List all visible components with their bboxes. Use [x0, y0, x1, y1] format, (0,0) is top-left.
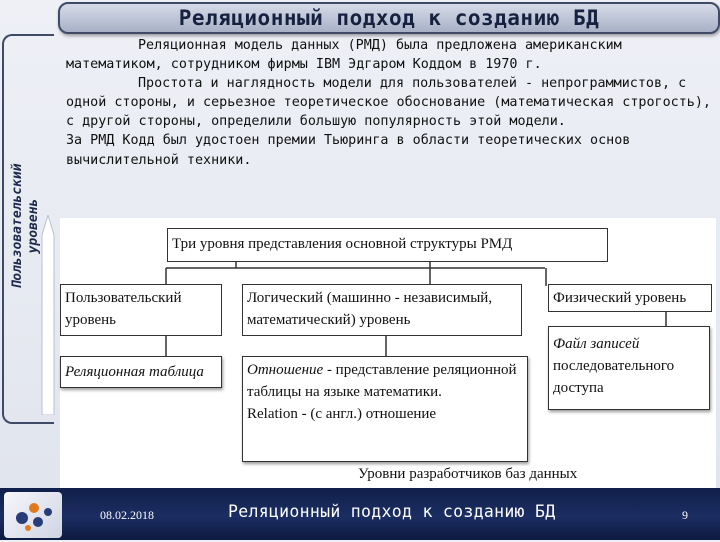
top-box: Три уровня представления основной структуры РМД [167, 228, 608, 262]
user-level-box: Пользовательский уровень [60, 284, 222, 336]
physical-level-box: Физический уровень [548, 284, 712, 312]
relation-en: Relation - (с англ.) отношение [247, 406, 437, 422]
file-term: Файл записей [553, 336, 640, 352]
slide-title: Реляционный подход к созданию БД [178, 6, 600, 30]
paragraph-2: Простота и наглядность модели для пользователей - непрограммистов, с одной стороны, и серьезное теоретическое обоснование (математическая строгость), с другой стороны, определили большую популярность этой модели. [66, 76, 711, 130]
page-number: 9 [682, 508, 688, 522]
file-box [548, 326, 710, 410]
footer-logo [4, 492, 62, 538]
diagram-caption: Уровни разработчиков баз данных [358, 466, 578, 482]
paragraph-3: За РМД Кодд был удостоен премии Тьюринга в области теоретических основ вычислительной техники. [66, 133, 631, 168]
side-arrow-icon [40, 215, 56, 415]
logo-icon [4, 492, 62, 538]
side-label-line1: Пользовательский [10, 163, 25, 289]
title-bar [58, 2, 720, 34]
body-text [66, 36, 714, 170]
logical-level-box: Логический (машинно - независимый, математический) уровень [242, 284, 522, 336]
footer-date: 08.02.2018 [100, 508, 154, 522]
footer-title: Реляционный подход к созданию БД [228, 502, 556, 521]
side-label-line2: уровень [26, 198, 41, 254]
relation-desc: - представление реляционной таблицы на языке математики. [247, 362, 517, 400]
levels-diagram [60, 218, 716, 488]
file-desc: последовательного доступа [553, 358, 675, 396]
paragraph-1: Реляционная модель данных (РМД) была предложена американским математиком, сотрудником фирмы IBM Эдгаром Коддом в 1970 г. [66, 38, 622, 73]
relation-term: Отношение [247, 362, 324, 378]
relation-box [242, 356, 528, 462]
relational-table-box: Реляционная таблица [60, 356, 222, 388]
